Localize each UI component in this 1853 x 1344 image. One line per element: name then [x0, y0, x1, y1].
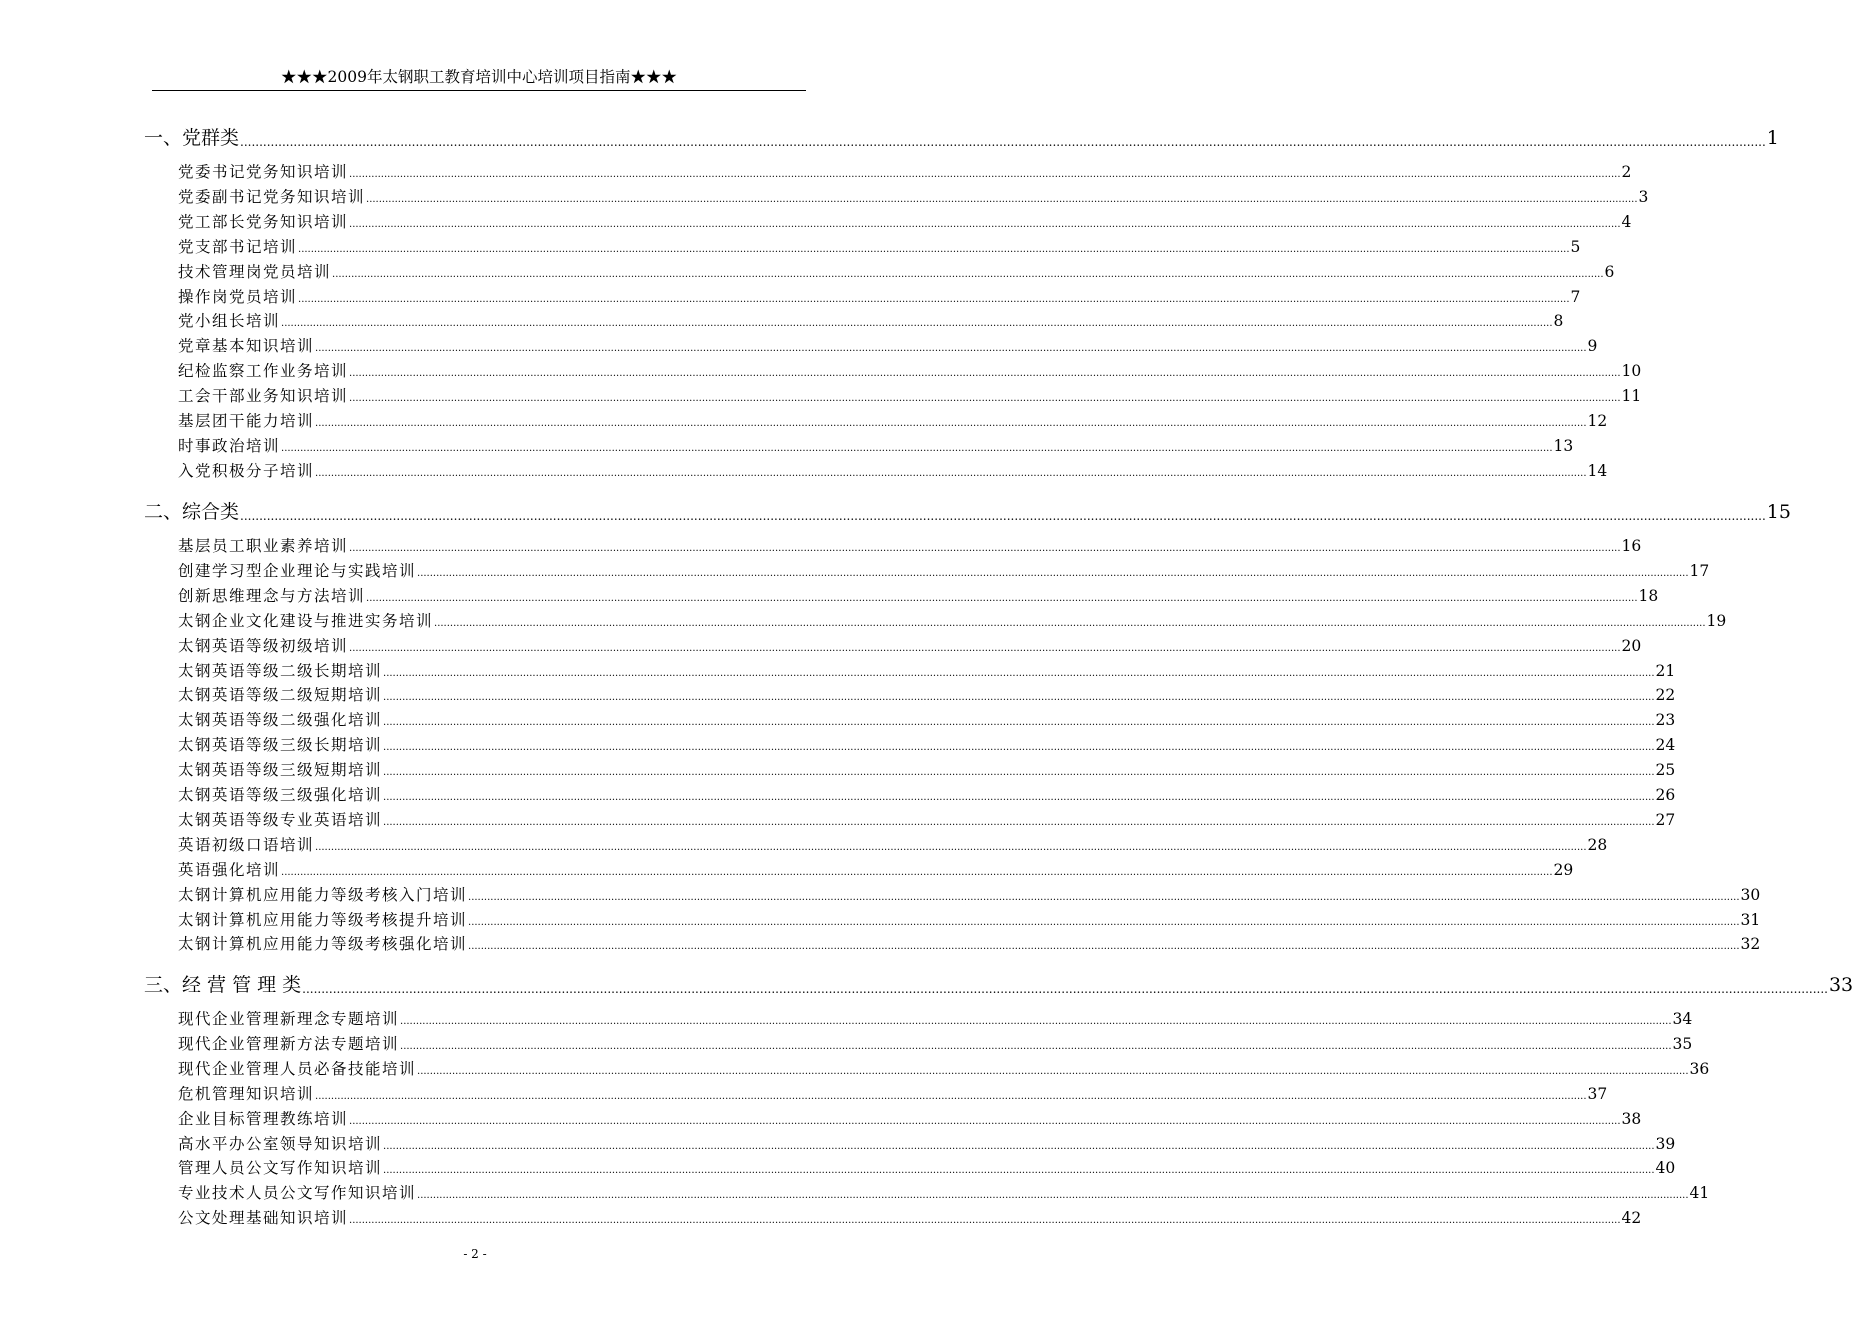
toc-section-heading-label: 二、综合类 — [144, 501, 240, 523]
dot-leader: ................................................................................................................................................................................................................................................................................................................................................................................................................ — [383, 817, 1655, 828]
toc-entry-page-number: 26 — [1655, 786, 1676, 804]
toc-entry-page-number: 6 — [1604, 263, 1615, 281]
toc-entry-label: 太钢英语等级三级强化培训 — [178, 786, 383, 804]
toc-entry[interactable] — [178, 410, 1608, 433]
dot-leader: ................................................................................................................................................................................................................................................................................................................................................................................................................ — [281, 318, 1553, 329]
toc-entry-label: 入党积极分子培训 — [178, 462, 315, 480]
toc-entry-label: 技术管理岗党员培训 — [178, 263, 332, 281]
toc-entry-label: 党委副书记党务知识培训 — [178, 188, 366, 206]
dot-leader: ................................................................................................................................................................................................................................................................................................................................................................................................................ — [240, 135, 1766, 149]
toc-entry-label: 操作岗党员培训 — [178, 288, 298, 306]
toc-entry-label: 太钢英语等级二级短期培训 — [178, 686, 383, 704]
dot-leader: ................................................................................................................................................................................................................................................................................................................................................................................................................ — [383, 692, 1655, 703]
toc-entry-label: 基层团干能力培训 — [178, 412, 315, 430]
toc-entry-page-number: 23 — [1655, 711, 1676, 729]
dot-leader: ................................................................................................................................................................................................................................................................................................................................................................................................................ — [349, 1215, 1621, 1226]
dot-leader: ................................................................................................................................................................................................................................................................................................................................................................................................................ — [383, 792, 1655, 803]
toc-entry[interactable] — [178, 385, 1642, 408]
page-footer-number: - 2 - — [463, 1247, 487, 1261]
toc-entry-page-number: 19 — [1706, 612, 1727, 630]
toc-entry-label: 太钢计算机应用能力等级考核入门培训 — [178, 886, 468, 904]
toc-entry[interactable] — [178, 186, 1649, 209]
toc-entry-label: 英语强化培训 — [178, 861, 281, 879]
toc-entry[interactable] — [178, 734, 1676, 757]
toc-entry-label: 太钢英语等级三级短期培训 — [178, 761, 383, 779]
toc-entry-label: 公文处理基础知识培训 — [178, 1209, 349, 1227]
toc-entry-label: 时事政治培训 — [178, 437, 281, 455]
dot-leader: ................................................................................................................................................................................................................................................................................................................................................................................................................ — [349, 393, 1621, 404]
toc-entry-page-number: 29 — [1553, 861, 1574, 879]
toc-entry-label: 现代企业管理人员必备技能培训 — [178, 1060, 417, 1078]
toc-entry-label: 太钢英语等级二级强化培训 — [178, 711, 383, 729]
toc-section-heading[interactable] — [144, 970, 1853, 1000]
dot-leader: ................................................................................................................................................................................................................................................................................................................................................................................................................ — [315, 468, 1587, 479]
toc-entry-page-number: 40 — [1655, 1159, 1676, 1177]
toc-entry-label: 党支部书记培训 — [178, 238, 298, 256]
toc-entry[interactable] — [178, 909, 1761, 932]
toc-entry-label: 危机管理知识培训 — [178, 1085, 315, 1103]
toc-entry-page-number: 42 — [1621, 1209, 1642, 1227]
dot-leader: ................................................................................................................................................................................................................................................................................................................................................................................................................ — [383, 1165, 1655, 1176]
toc-entry[interactable] — [178, 435, 1574, 458]
toc-entry[interactable] — [178, 709, 1676, 732]
toc-entry-page-number: 38 — [1621, 1110, 1642, 1128]
toc-entry-label: 现代企业管理新方法专题培训 — [178, 1035, 400, 1053]
toc-entry-page-number: 18 — [1638, 587, 1659, 605]
dot-leader: ................................................................................................................................................................................................................................................................................................................................................................................................................ — [417, 568, 1689, 579]
dot-leader: ................................................................................................................................................................................................................................................................................................................................................................................................................ — [281, 867, 1553, 878]
toc-entry-page-number: 24 — [1655, 736, 1676, 754]
toc-entry-page-number: 35 — [1672, 1035, 1693, 1053]
dot-leader: ................................................................................................................................................................................................................................................................................................................................................................................................................ — [468, 892, 1740, 903]
toc-entry[interactable] — [178, 1207, 1642, 1230]
toc-section-heading[interactable] — [144, 497, 1791, 527]
toc-entry-page-number: 36 — [1689, 1060, 1710, 1078]
toc-section-heading[interactable] — [144, 123, 1779, 153]
toc-entry-label: 党工部长党务知识培训 — [178, 213, 349, 231]
dot-leader: ................................................................................................................................................................................................................................................................................................................................................................................................................ — [468, 917, 1740, 928]
toc-entry-page-number: 21 — [1655, 662, 1676, 680]
toc-entry-page-number: 16 — [1621, 537, 1642, 555]
dot-leader: ................................................................................................................................................................................................................................................................................................................................................................................................................ — [383, 668, 1655, 679]
dot-leader: ................................................................................................................................................................................................................................................................................................................................................................................................................ — [240, 509, 1766, 523]
toc-entry[interactable] — [178, 684, 1676, 707]
dot-leader: ................................................................................................................................................................................................................................................................................................................................................................................................................ — [417, 1190, 1689, 1201]
toc-entry[interactable] — [178, 1133, 1676, 1156]
toc-entry-label: 工会干部业务知识培训 — [178, 387, 349, 405]
toc-entry-page-number: 12 — [1587, 412, 1608, 430]
toc-entry-label: 太钢企业文化建设与推进实务培训 — [178, 612, 434, 630]
toc-section-heading-label: 一、党群类 — [144, 127, 240, 149]
toc-entry[interactable] — [178, 884, 1761, 907]
dot-leader: ................................................................................................................................................................................................................................................................................................................................................................................................................ — [468, 941, 1740, 952]
dot-leader: ................................................................................................................................................................................................................................................................................................................................................................................................................ — [383, 742, 1655, 753]
toc-entry-label: 专业技术人员公文写作知识培训 — [178, 1184, 417, 1202]
toc-entry-label: 党章基本知识培训 — [178, 337, 315, 355]
toc-entry[interactable] — [178, 1182, 1710, 1205]
dot-leader: ................................................................................................................................................................................................................................................................................................................................................................................................................ — [315, 842, 1587, 853]
toc-entry-page-number: 8 — [1553, 312, 1564, 330]
toc-entry-page-number: 28 — [1587, 836, 1608, 854]
toc-entry-page-number: 10 — [1621, 362, 1642, 380]
dot-leader: ................................................................................................................................................................................................................................................................................................................................................................................................................ — [298, 294, 1570, 305]
page-header: ★★★2009年太钢职工教育培训中心培训项目指南★★★ — [152, 64, 806, 91]
toc-entry-page-number: 9 — [1587, 337, 1598, 355]
toc-entry[interactable] — [178, 1008, 1693, 1031]
toc-entry-page-number: 25 — [1655, 761, 1676, 779]
toc-entry-page-number: 22 — [1655, 686, 1676, 704]
dot-leader: ................................................................................................................................................................................................................................................................................................................................................................................................................ — [315, 418, 1587, 429]
dot-leader: ................................................................................................................................................................................................................................................................................................................................................................................................................ — [383, 767, 1655, 778]
toc-entry[interactable] — [178, 933, 1761, 956]
dot-leader: ................................................................................................................................................................................................................................................................................................................................................................................................................ — [332, 269, 1604, 280]
toc-entry-label: 管理人员公文写作知识培训 — [178, 1159, 383, 1177]
toc-entry[interactable] — [178, 784, 1676, 807]
toc-entry[interactable] — [178, 460, 1608, 483]
toc-entry-page-number: 20 — [1621, 637, 1642, 655]
toc-section-heading-page-number: 33 — [1828, 974, 1853, 996]
toc-section-heading-page-number: 15 — [1766, 501, 1791, 523]
toc-entry-label: 基层员工职业素养培训 — [178, 537, 349, 555]
toc-entry-page-number: 5 — [1570, 238, 1581, 256]
dot-leader: ................................................................................................................................................................................................................................................................................................................................................................................................................ — [298, 244, 1570, 255]
toc-entry[interactable] — [178, 560, 1710, 583]
toc-entry[interactable] — [178, 261, 1615, 284]
toc-entry[interactable] — [178, 310, 1564, 333]
toc-entry-page-number: 7 — [1570, 288, 1581, 306]
toc-entry-label: 太钢计算机应用能力等级考核强化培训 — [178, 935, 468, 953]
dot-leader: ................................................................................................................................................................................................................................................................................................................................................................................................................ — [315, 1091, 1587, 1102]
toc-entry-label: 党委书记党务知识培训 — [178, 163, 349, 181]
toc-entry[interactable] — [178, 635, 1642, 658]
dot-leader: ................................................................................................................................................................................................................................................................................................................................................................................................................ — [349, 1116, 1621, 1127]
toc-entry-page-number: 2 — [1621, 163, 1632, 181]
toc-entry[interactable] — [178, 161, 1632, 184]
toc-entry[interactable] — [178, 286, 1581, 309]
dot-leader: ................................................................................................................................................................................................................................................................................................................................................................................................................ — [302, 982, 1828, 996]
dot-leader: ................................................................................................................................................................................................................................................................................................................................................................................................................ — [383, 1141, 1655, 1152]
toc-entry-label: 太钢英语等级初级培训 — [178, 637, 349, 655]
toc-entry[interactable] — [178, 660, 1676, 683]
toc-entry[interactable] — [178, 1157, 1676, 1180]
toc-entry[interactable] — [178, 834, 1608, 857]
toc-entry[interactable] — [178, 1058, 1710, 1081]
toc-entry-page-number: 3 — [1638, 188, 1649, 206]
toc-entry[interactable] — [178, 1108, 1642, 1131]
toc-entry[interactable] — [178, 360, 1642, 383]
toc-entry-label: 现代企业管理新理念专题培训 — [178, 1010, 400, 1028]
toc-entry-page-number: 11 — [1621, 387, 1642, 405]
dot-leader: ................................................................................................................................................................................................................................................................................................................................................................................................................ — [434, 618, 1706, 629]
toc-entry-label: 太钢英语等级专业英语培训 — [178, 811, 383, 829]
dot-leader: ................................................................................................................................................................................................................................................................................................................................................................................................................ — [349, 543, 1621, 554]
toc-entry-page-number: 14 — [1587, 462, 1608, 480]
toc-entry-label: 纪检监察工作业务培训 — [178, 362, 349, 380]
toc-entry-page-number: 37 — [1587, 1085, 1608, 1103]
toc-entry-page-number: 32 — [1740, 935, 1761, 953]
toc-entry-label: 太钢计算机应用能力等级考核提升培训 — [178, 911, 468, 929]
toc-entry-label: 高水平办公室领导知识培训 — [178, 1135, 383, 1153]
dot-leader: ................................................................................................................................................................................................................................................................................................................................................................................................................ — [383, 717, 1655, 728]
toc-entry[interactable] — [178, 1033, 1693, 1056]
dot-leader: ................................................................................................................................................................................................................................................................................................................................................................................................................ — [400, 1016, 1672, 1027]
toc-entry-page-number: 13 — [1553, 437, 1574, 455]
dot-leader: ................................................................................................................................................................................................................................................................................................................................................................................................................ — [400, 1041, 1672, 1052]
toc-entry[interactable] — [178, 236, 1581, 259]
toc-entry-label: 创建学习型企业理论与实践培训 — [178, 562, 417, 580]
dot-leader: ................................................................................................................................................................................................................................................................................................................................................................................................................ — [417, 1066, 1689, 1077]
toc-entry-page-number: 4 — [1621, 213, 1632, 231]
toc-section-heading-page-number: 1 — [1766, 127, 1779, 149]
toc-entry-label: 企业目标管理教练培训 — [178, 1110, 349, 1128]
toc-entry-page-number: 31 — [1740, 911, 1761, 929]
toc-entry-page-number: 27 — [1655, 811, 1676, 829]
toc-entry[interactable] — [178, 535, 1642, 558]
toc-entry-page-number: 30 — [1740, 886, 1761, 904]
toc-entry[interactable] — [178, 335, 1598, 358]
dot-leader: ................................................................................................................................................................................................................................................................................................................................................................................................................ — [315, 343, 1587, 354]
dot-leader: ................................................................................................................................................................................................................................................................................................................................................................................................................ — [366, 593, 1638, 604]
dot-leader: ................................................................................................................................................................................................................................................................................................................................................................................................................ — [349, 368, 1621, 379]
toc-entry-page-number: 39 — [1655, 1135, 1676, 1153]
toc-entry[interactable] — [178, 809, 1676, 832]
toc-section-heading-label: 三、经 营 管 理 类 — [144, 974, 302, 996]
toc-entry-label: 创新思维理念与方法培训 — [178, 587, 366, 605]
toc-entry-label: 太钢英语等级二级长期培训 — [178, 662, 383, 680]
toc-entry[interactable] — [178, 585, 1659, 608]
toc-entry-label: 党小组长培训 — [178, 312, 281, 330]
dot-leader: ................................................................................................................................................................................................................................................................................................................................................................................................................ — [349, 643, 1621, 654]
dot-leader: ................................................................................................................................................................................................................................................................................................................................................................................................................ — [349, 169, 1621, 180]
toc-entry-label: 太钢英语等级三级长期培训 — [178, 736, 383, 754]
toc-entry-page-number: 17 — [1689, 562, 1710, 580]
dot-leader: ................................................................................................................................................................................................................................................................................................................................................................................................................ — [281, 443, 1553, 454]
dot-leader: ................................................................................................................................................................................................................................................................................................................................................................................................................ — [366, 194, 1638, 205]
toc-entry[interactable] — [178, 1083, 1608, 1106]
dot-leader: ................................................................................................................................................................................................................................................................................................................................................................................................................ — [349, 219, 1621, 230]
toc-entry[interactable] — [178, 610, 1727, 633]
toc-entry[interactable] — [178, 211, 1632, 234]
toc-entry[interactable] — [178, 759, 1676, 782]
toc-entry-label: 英语初级口语培训 — [178, 836, 315, 854]
toc-entry-page-number: 34 — [1672, 1010, 1693, 1028]
toc-entry[interactable] — [178, 859, 1574, 882]
toc-entry-page-number: 41 — [1689, 1184, 1710, 1202]
